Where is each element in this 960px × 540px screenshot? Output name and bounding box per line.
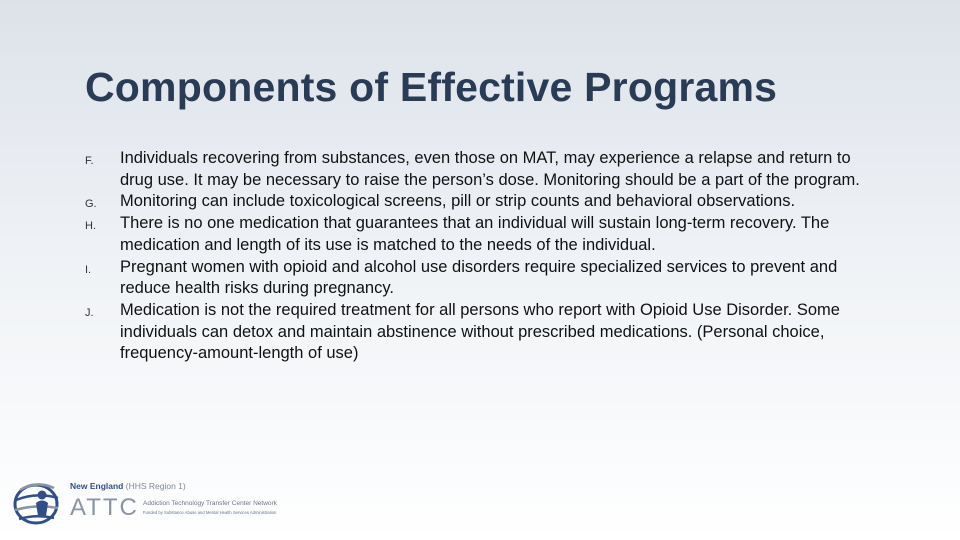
list-item (85, 257, 885, 300)
logo-region-sub: (HHS Region 1) (125, 481, 186, 491)
list-marker: I. (85, 263, 92, 276)
globe-person-icon (12, 478, 68, 526)
list-item (85, 191, 885, 213)
logo-region-name: New England (70, 481, 124, 491)
list-item-text: There is no one medication that guarantees that an individual will sustain long-term recovery. The medication and length of its use is matched to the needs of the individual. (120, 214, 830, 254)
list-marker: F. (85, 155, 94, 167)
list-item (85, 148, 885, 191)
list-item (85, 213, 885, 256)
list-item-text: Monitoring can include toxicological screens, pill or strip counts and behavioral observations. (120, 192, 796, 211)
list-marker: H. (85, 220, 96, 233)
logo-wordmark: ATTC (70, 494, 139, 521)
logo-network-label: Addiction Technology Transfer Center Network (143, 500, 277, 507)
list-item-text: Pregnant women with opioid and alcohol use disorders require specialized services to prevent and reduce health risks during pregnancy. (120, 257, 838, 298)
list-marker: J. (85, 306, 94, 319)
list-item-text: Individuals recovering from substances, even those on MAT, may experience a relapse and return to drug use. It may be necessary to raise the person’s dose. Monitoring should be a part of the program. (120, 149, 860, 189)
components-list (85, 148, 885, 365)
logo-region-label (70, 481, 186, 491)
list-item (85, 300, 885, 365)
attc-logo (12, 478, 312, 526)
logo-funded-label: Funded by Substance Abuse and Mental Health Services Administration (143, 510, 277, 515)
list-marker: G. (85, 198, 97, 211)
slide-title: Components of Effective Programs (85, 64, 778, 110)
list-item-text: Medication is not the required treatment for all persons who report with Opioid Use Disorder. Some individuals can detox and maintain abstinence without prescribed medications. (Personal choice, frequency-amount-length of use) (120, 300, 840, 363)
